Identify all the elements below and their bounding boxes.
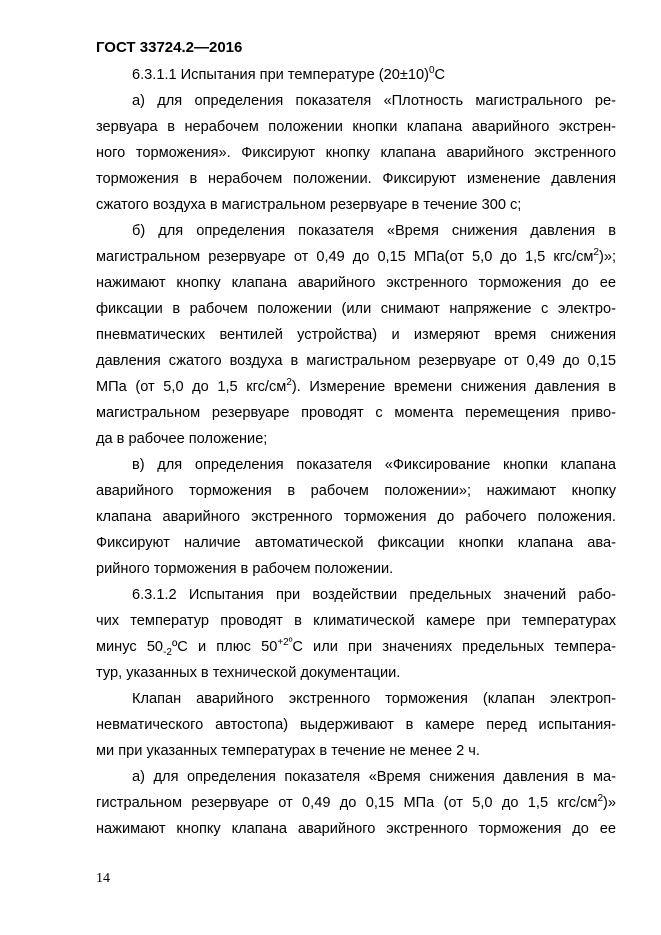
text-line: гистральном резервуаре от 0,49 до 0,15 МПа (от 5,0 до 1,5 кгс/$см^2$)» [96,793,616,811]
text-line: клапана аварийного экстренного торможения до рабочего положения. [96,509,616,525]
text-line: давления сжатого воздуха в магистральном резервуаре от 0,49 до 0,15 [96,353,616,369]
text-line: в) для определения показателя «Фиксирование кнопки клапана [132,457,616,473]
text-line: рийного торможения в рабочем положении. [96,561,394,577]
text-line: ми при указанных температурах в течение не менее 2 ч. [96,743,480,759]
text-line: ного торможения». Фиксируют кнопку клапана аварийного экстренного [96,145,616,161]
document-header: ГОСТ 33724.2—2016 [96,39,243,56]
text-line: Фиксируют наличие автоматической фиксации кнопки клапана ава- [96,535,616,551]
section-6-3-1-2 [96,582,616,686]
paragraph-a-pressure-drop-extreme [96,764,616,842]
section-6-3-1-1-title: 6.3.1.1 Испытания при температуре $(20\pm 10)^0С$ [132,65,446,83]
page-number: 14 [96,871,110,886]
text-line: нажимают кнопку клапана аварийного экстренного торможения до ее [96,275,616,291]
paragraph-valve-conditioning [96,686,616,764]
text-line: МПа (от 5,0 до 1,5 кгс/$см^2$). Измерение времени снижения давления в [96,377,616,395]
text-line: б) для определения показателя «Время снижения давления в [132,223,616,239]
text-line: сжатого воздуха в магистральном резервуаре в течение 300 с; [96,197,522,213]
paragraph-a-density [96,88,616,218]
text-line: пневматических вентилей устройства) и измеряют время снижения [96,327,616,343]
text-line: невматического автостопа) выдерживают в камере перед испытания- [96,717,616,733]
text-line: фиксации в рабочем положении (или снимают напряжение с электро- [96,301,616,317]
document-body [96,62,616,842]
text-line: Клапан аварийного экстренного торможения (клапан электроп- [132,691,616,707]
paragraph-b-pressure-drop [96,218,616,452]
text-line: а) для определения показателя «Плотность магистрального ре- [132,93,616,109]
paragraph-v-fixation [96,452,616,582]
text-line: минус $50_{-2}ºС$ и плюс $50^{+2º}С$ или при значениях предельных темпера- [96,637,617,658]
text-line: магистральном резервуаре проводят с момента перемещения приво- [96,405,616,421]
text-line: торможения в нерабочем положении. Фиксируют изменение давления [96,171,616,187]
text-line: нажимают кнопку клапана аварийного экстренного торможения до ее [96,821,616,837]
text-line: 6.3.1.2 Испытания при воздействии предельных значений рабо- [132,587,616,603]
text-line: да в рабочее положение; [96,431,268,447]
text-line: тур, указанных в технической документации. [96,665,401,681]
text-line: магистральном резервуаре от 0,49 до 0,15 МПа(от 5,0 до 1,5 кгс/$см^2$)»; [96,247,616,265]
text-line: зервуара в нерабочем положении кнопки клапана аварийного экстрен- [96,119,616,135]
text-line: аварийного торможения в рабочем положении»; нажимают кнопку [96,483,616,499]
text-line: а) для определения показателя «Время снижения давления в ма- [132,769,616,785]
text-line: чих температур проводят в климатической камере при температурах [96,613,616,629]
